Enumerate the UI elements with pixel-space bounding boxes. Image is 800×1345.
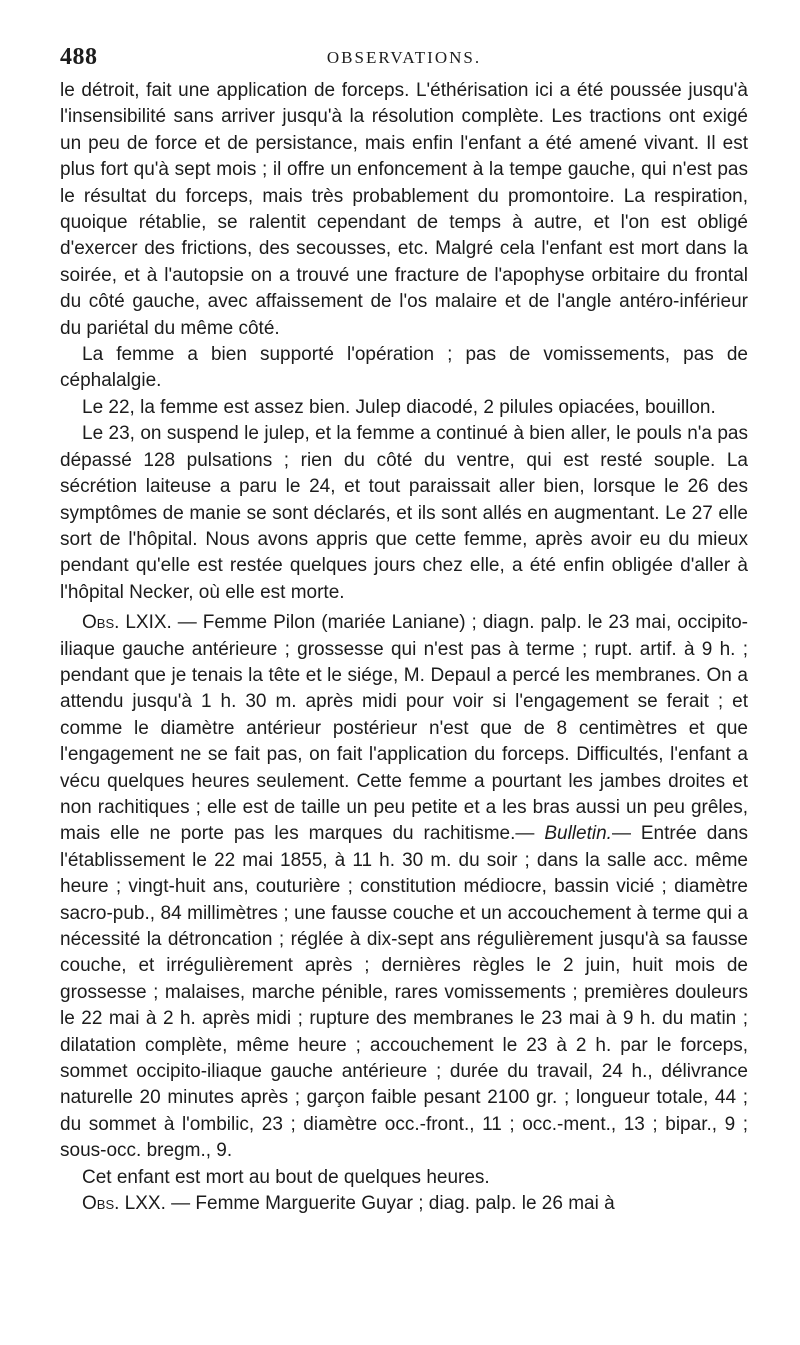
paragraph-closing: Cet enfant est mort au bout de quelques heures. (82, 1166, 490, 1188)
page-header (60, 0, 748, 78)
paragraph-day-23: Le 23, on suspend le julep, et la femme a continué à bien aller, le pouls n'a pas dépassé 128 pulsations ; rien du côté du ventre, qui est resté souple. La sécrétion laiteuse a paru le 24, et tout paraissait aller bien, lorsque le 26 des symptômes de manie se sont déclarés, et ils sont allés en augmentant. Le 27 elle sort de l'hôpital. Nous avons appris que cette femme, après avoir eu du mieux pendant qu'elle est restée quelques jours chez elle, a été enfin obligée d'aller à l'hôpital Necker, où elle est morte. (60, 423, 748, 603)
observation-lxix (60, 610, 748, 1165)
observation-text: — Femme Pilon (mariée Laniane) ; diagn. palp. le 23 mai, occipito-iliaque gauche antérieure ; grossesse qui n'est pas à terme ; rupt. artif. à 9 h. ; pendant que je tenais la tête et le siége, M. Depaul a percé les membranes. On a attendu jusqu'à 1 h. 30 m. après midi pour voir si l'engagement se ferait ; et comme le diamètre antérieur postérieur n'est que de 8 centimètres et que l'engagement ne se fait pas, on fait l'application du forceps. Difficultés, l'enfant a vécu quelques heures seulement. Cette femme a pourtant les jambes droites et non rachitiques ; elle est de taille un peu petite et a les bras aussi un peu grêles, mais elle ne porte pas les marques du rachitisme.— (60, 612, 749, 845)
body-text (60, 78, 748, 1217)
running-title: OBSERVATIONS. (326, 48, 482, 67)
observation-label: Obs. LXIX. (82, 612, 172, 634)
paragraph-continuation: le détroit, fait une application de forceps. L'éthérisation ici a été poussée jusqu'à l'insensibilité sans arriver jusqu'à la résolution complète. Les tractions ont exigé un peu de force et de persistance, mais enfin l'enfant a été amené vivant. Il est plus fort qu'à sept mois ; il offre un enfoncement à la tempe gauche, qui n'est pas le résultat du forceps, mais très probablement du promontoire. La respiration, quoique rétablie, se ralentit cependant de temps à autre, et l'on est obligé d'exercer des frictions, des secousses, etc. Malgré cela l'enfant est mort dans la soirée, et à l'autopsie on a trouvé une fracture de l'apophyse orbitaire du frontal du côté gauche, avec affaissement de l'os malaire et de l'angle antéro-inférieur du pariétal du même côté. (60, 80, 748, 339)
bulletin-source: Bulletin. (544, 823, 612, 845)
observation-label: Obs. LXX. (82, 1193, 166, 1215)
paragraph-day-22: Le 22, la femme est assez bien. Julep diacodé, 2 pilules opiacées, bouillon. (82, 396, 716, 418)
paragraph-operation: La femme a bien supporté l'opération ; pas de vomissements, pas de céphalalgie. (60, 344, 748, 392)
page-number: 488 (60, 44, 98, 70)
observation-text-continued: — Entrée dans l'établissement le 22 mai 1855, à 11 h. 30 m. du soir ; dans la salle acc. même heure ; vingt-huit ans, couturière ; constitution médiocre, bassin vicié ; diamètre sacro-pub., 84 millimètres ; une fausse couche et un accouchement à terme qui a nécessité la détroncation ; réglée à dix-sept ans régulièrement jusqu'à sa fausse couche, et irrégulièrement après ; dernières règles le 2 juin, huit mois de grossesse ; malaises, marche pénible, rares vomissements ; premières douleurs le 22 mai à 2 h. après midi ; rupture des membranes le 23 mai à 9 h. du matin ; dilatation complète, même heure ; accouchement le 23 à 2 h. par le forceps, sommet occipito-iliaque gauche antérieure ; durée du travail, 24 h., délivrance naturelle 20 minutes après ; garçon faible pesant 2100 gr. ; longueur totale, 44 ; du sommet à l'ombilic, 23 ; diamètre occ.-front., 11 ; occ.-ment., 13 ; bipar., 9 ; sous-occ. bregm., 9. (60, 823, 748, 1162)
observation-lxx (60, 1191, 748, 1217)
observation-text: — Femme Marguerite Guyar ; diag. palp. le 26 mai à (165, 1193, 615, 1215)
